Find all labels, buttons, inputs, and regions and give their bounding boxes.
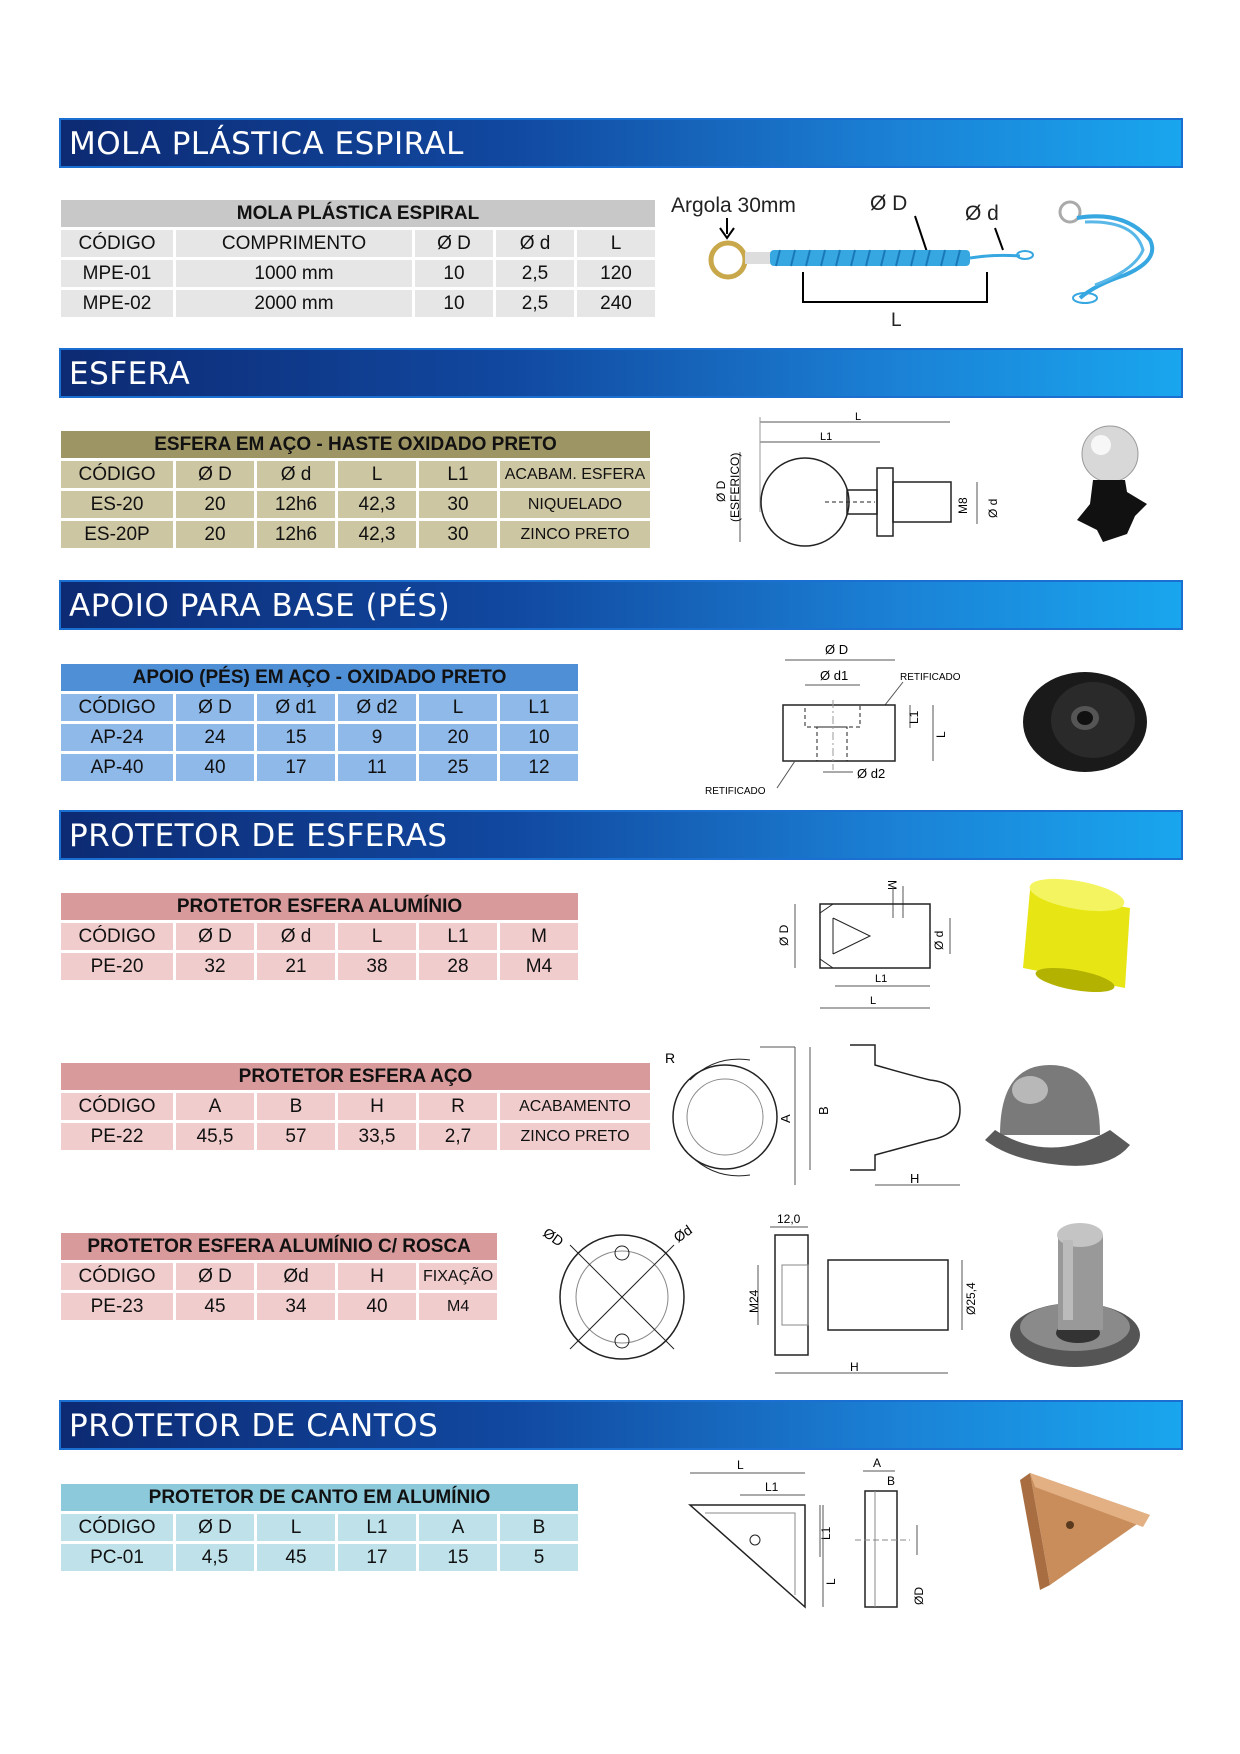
cell: 42,3 — [358, 493, 396, 515]
cell: 12h6 — [274, 523, 318, 545]
header-cell: B — [532, 1516, 546, 1538]
label-H: H — [910, 1171, 920, 1186]
label-argola: Argola 30mm — [671, 194, 796, 217]
label-A: A — [778, 1114, 793, 1123]
header-cell: L1 — [447, 925, 469, 947]
header-cell: COMPRIMENTO — [221, 232, 367, 254]
ball-stud-drawing — [705, 412, 1185, 562]
table-title: ESFERA EM AÇO - HASTE OXIDADO PRETO — [61, 431, 650, 458]
table-row — [61, 1293, 497, 1320]
header-cell: L — [371, 463, 383, 485]
label-B: B — [887, 1474, 896, 1488]
label-d: Ø d — [986, 498, 1000, 518]
label-D: Ø D — [714, 480, 728, 502]
table-title: PROTETOR DE CANTO EM ALUMÍNIO — [61, 1484, 578, 1511]
section-banner-apoio — [59, 580, 1183, 630]
cell: 57 — [285, 1125, 307, 1147]
header-cell: H — [370, 1265, 384, 1287]
table-title: APOIO (PÉS) EM AÇO - OXIDADO PRETO — [61, 664, 578, 691]
header-cell: Ø d — [280, 463, 312, 485]
apoio-spec-table — [58, 661, 581, 784]
label-ret1: RETIFICADO — [900, 672, 961, 683]
cell: 24 — [204, 726, 226, 748]
cell: M4 — [447, 1297, 470, 1315]
table-row — [61, 1123, 650, 1150]
cell: ES-20 — [90, 493, 144, 515]
header-cell: H — [370, 1095, 384, 1117]
cell: 120 — [600, 262, 632, 284]
cell: 1000 mm — [254, 262, 334, 284]
cell: 9 — [371, 726, 383, 748]
header-cell: L — [610, 232, 622, 254]
cell: 45 — [204, 1295, 226, 1317]
label-M8: M8 — [956, 497, 970, 514]
cell: 20 — [204, 523, 226, 545]
label-L1: L1 — [907, 710, 921, 724]
label-L1v: L1 — [819, 1526, 833, 1540]
cell: 4,5 — [201, 1546, 229, 1568]
cell: 10 — [443, 262, 465, 284]
header-cell: Ø D — [198, 696, 232, 718]
corner-protector-drawing — [685, 1455, 1185, 1615]
section-banner-mola — [59, 118, 1183, 168]
pe22-spec-table — [58, 1060, 653, 1153]
table-title: MOLA PLÁSTICA ESPIRAL — [61, 200, 655, 227]
label-d254: Ø25,4 — [964, 1282, 978, 1315]
section-title: PROTETOR DE ESFERAS — [69, 818, 448, 854]
cell: 2,5 — [521, 292, 549, 314]
cell: 12 — [528, 756, 550, 778]
section-title: ESFERA — [69, 356, 191, 392]
cell: 42,3 — [358, 523, 396, 545]
header-cell: B — [289, 1095, 303, 1117]
cell: 17 — [366, 1546, 388, 1568]
cell: 20 — [204, 493, 226, 515]
header-cell: Ø D — [198, 925, 232, 947]
label-ret2: RETIFICADO — [705, 786, 766, 797]
cell: 34 — [285, 1295, 307, 1317]
label-d: Ø d — [932, 930, 946, 950]
table-row — [61, 521, 650, 548]
header-cell: CÓDIGO — [78, 232, 156, 254]
header-cell: Ø d — [280, 925, 312, 947]
label-t12: 12,0 — [777, 1212, 801, 1226]
esfera-spec-table — [58, 428, 653, 551]
label-d: Ød — [670, 1221, 696, 1246]
cell: AP-40 — [90, 756, 144, 778]
header-cell: CÓDIGO — [78, 696, 156, 718]
header-cell: Ød — [283, 1265, 309, 1287]
pe23-drawing — [530, 1205, 1185, 1385]
label-R: R — [665, 1050, 676, 1066]
label-L: L — [891, 310, 902, 331]
cell: 28 — [447, 955, 469, 977]
cell: 45 — [285, 1546, 307, 1568]
label-L: L — [934, 731, 948, 738]
cell: 33,5 — [358, 1125, 396, 1147]
header-cell: ACABAM. ESFERA — [504, 465, 646, 483]
section-banner-protetor-cantos — [59, 1400, 1183, 1450]
header-cell: Ø D — [198, 1265, 232, 1287]
mola-spec-table — [58, 197, 658, 320]
cell: NIQUELADO — [527, 495, 623, 513]
header-cell: Ø D — [437, 232, 471, 254]
label-L: L — [870, 995, 877, 1007]
cell: 10 — [443, 292, 465, 314]
label-d1: Ø d1 — [820, 668, 849, 683]
header-cell: L — [371, 925, 383, 947]
header-cell: L1 — [447, 463, 469, 485]
cell: ZINCO PRETO — [520, 1127, 630, 1145]
cell: PE-20 — [90, 955, 144, 977]
canto-spec-table — [58, 1481, 581, 1574]
label-d: Ø d — [965, 202, 999, 225]
header-cell: M — [531, 925, 547, 947]
label-d2: Ø d2 — [857, 766, 886, 781]
header-cell: Ø D — [198, 1516, 232, 1538]
cell: 40 — [366, 1295, 388, 1317]
foot-support-drawing — [705, 640, 1185, 800]
cell: 21 — [285, 955, 307, 977]
cell: 12h6 — [274, 493, 318, 515]
cell: 30 — [447, 523, 469, 545]
section-banner-protetor-esferas — [59, 810, 1183, 860]
table-row — [61, 1544, 578, 1571]
cell: M4 — [525, 955, 553, 977]
label-D: ØD — [540, 1224, 567, 1250]
cell: AP-24 — [90, 726, 144, 748]
label-A: A — [873, 1456, 882, 1470]
cell: 11 — [367, 756, 387, 778]
table-row — [61, 491, 650, 518]
header-cell: L — [290, 1516, 302, 1538]
label-L1: L1 — [765, 1480, 779, 1494]
label-L: L — [855, 412, 862, 423]
cell: PE-22 — [90, 1125, 144, 1147]
cell: 20 — [447, 726, 469, 748]
header-cell: CÓDIGO — [78, 925, 156, 947]
table-title: PROTETOR ESFERA AÇO — [61, 1063, 650, 1090]
cell: 40 — [204, 756, 226, 778]
label-Lv: L — [824, 1578, 838, 1585]
cell: MPE-01 — [82, 262, 152, 284]
cell: 2,5 — [521, 262, 549, 284]
cell: MPE-02 — [82, 292, 152, 314]
header-cell: Ø d — [519, 232, 551, 254]
section-title: MOLA PLÁSTICA ESPIRAL — [69, 126, 464, 162]
table-row — [61, 290, 655, 317]
table-row — [61, 724, 578, 751]
cell: 30 — [447, 493, 469, 515]
cell: 17 — [285, 756, 307, 778]
label-L: L — [737, 1458, 744, 1472]
cell: 32 — [204, 955, 226, 977]
section-title: APOIO PARA BASE (PÉS) — [69, 588, 451, 624]
header-cell: Ø D — [198, 463, 232, 485]
label-H: H — [850, 1360, 859, 1374]
cell: 15 — [447, 1546, 469, 1568]
section-title: PROTETOR DE CANTOS — [69, 1408, 439, 1444]
pe22-drawing — [660, 1035, 1185, 1195]
table-row — [61, 754, 578, 781]
pe20-spec-table — [58, 890, 581, 983]
header-cell: CÓDIGO — [78, 1516, 156, 1538]
label-L1: L1 — [820, 431, 833, 443]
cell: PE-23 — [90, 1295, 144, 1317]
header-cell: CÓDIGO — [78, 1095, 156, 1117]
cell: 2000 mm — [254, 292, 334, 314]
label-M: M — [885, 880, 899, 890]
table-title: PROTETOR ESFERA ALUMÍNIO — [61, 893, 578, 920]
header-cell: CÓDIGO — [78, 463, 156, 485]
cell: 240 — [600, 292, 632, 314]
pe20-drawing — [775, 868, 1185, 1018]
cell: PC-01 — [90, 1546, 144, 1568]
header-cell: Ø d1 — [275, 696, 317, 718]
spiral-spring-drawing — [665, 190, 1185, 340]
cell: 10 — [528, 726, 550, 748]
pe23-spec-table — [58, 1230, 500, 1323]
header-cell: A — [208, 1095, 222, 1117]
header-cell: L — [452, 696, 464, 718]
header-cell: L1 — [366, 1516, 388, 1538]
label-M24: M24 — [747, 1289, 761, 1313]
table-row — [61, 953, 578, 980]
cell: ZINCO PRETO — [520, 525, 630, 543]
header-cell: ACABAMENTO — [519, 1097, 631, 1115]
section-banner-esfera — [59, 348, 1183, 398]
header-cell: CÓDIGO — [78, 1265, 156, 1287]
cell: 25 — [447, 756, 469, 778]
label-D: Ø D — [777, 924, 791, 946]
label-L1: L1 — [875, 973, 888, 985]
header-cell: Ø d2 — [356, 696, 398, 718]
header-cell: FIXAÇÃO — [423, 1267, 494, 1285]
header-cell: A — [451, 1516, 465, 1538]
label-D: Ø D — [870, 192, 908, 215]
label-D: ØD — [912, 1587, 926, 1605]
table-row — [61, 260, 655, 287]
cell: 2,7 — [444, 1125, 472, 1147]
label-esferico: (ESFERICO) — [728, 452, 742, 522]
cell: 45,5 — [196, 1125, 234, 1147]
cell: 15 — [285, 726, 307, 748]
label-D: Ø D — [825, 642, 849, 657]
cell: 5 — [533, 1546, 545, 1568]
table-title: PROTETOR ESFERA ALUMÍNIO C/ ROSCA — [61, 1233, 497, 1260]
cell: 38 — [366, 955, 388, 977]
label-B: B — [816, 1106, 831, 1115]
header-cell: L1 — [528, 696, 550, 718]
header-cell: R — [451, 1095, 465, 1117]
cell: ES-20P — [84, 523, 150, 545]
